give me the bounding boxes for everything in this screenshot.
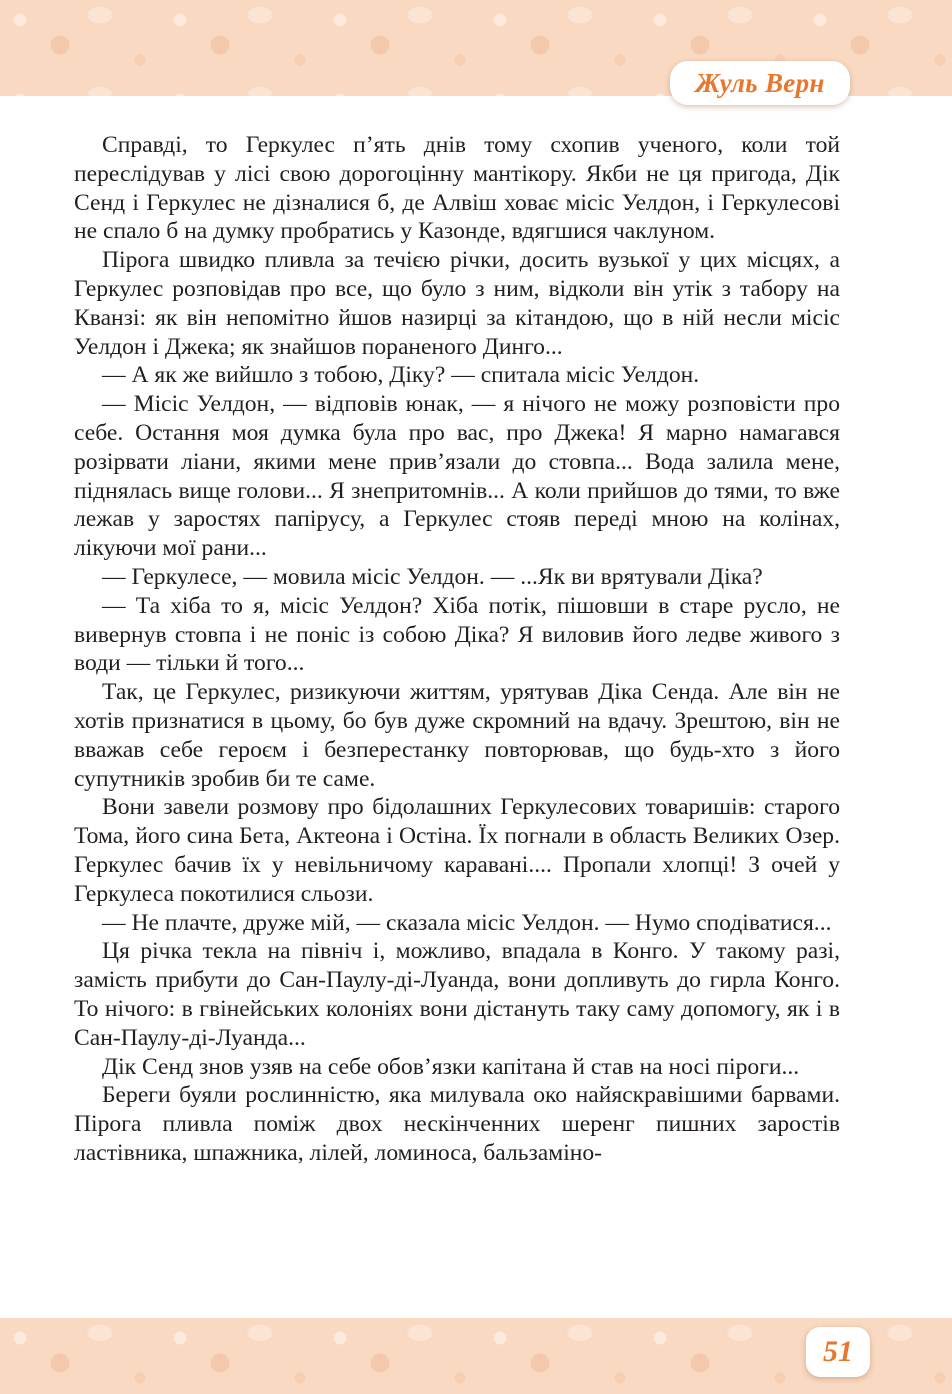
author-name: Жуль Верн xyxy=(695,67,825,98)
paragraph: Дік Сенд знов узяв на себе обов’язки капітана й став на носі піроги... xyxy=(102,1053,800,1080)
paragraph: Вони завели розмову про бідолашних Геркулесових товаришів: старого Тома, його сина Бета, Актеона і Остіна. Їх погнали в область Великих Озер. Геркулес бачив їх у невільничому каравані.... Пропали хлопці! З очей у Геркулеса покотилися сльози. xyxy=(74,794,840,907)
paragraph: Так, це Геркулес, ризикуючи життям, урятував Діка Сенда. Але він не хотів признатися в цьому, бо був дуже скромний на вдачу. Зрештою, він не вважав себе героєм і безперестанку повторював, що будь-хто з його супутників зробив би те саме. xyxy=(74,679,840,792)
paragraph: Ця річка текла на північ і, можливо, впадала в Конго. У такому разі, замість прибути до Сан-Паулу-ді-Луанда, вони допливуть до гирла Конго. То нічого: в гвінейських колоніях вони дістануть таку саму допомогу, як і в Сан-Паулу-ді-Луанда... xyxy=(74,938,840,1051)
dialogue-line: — Геркулесе, — мовила місіс Уелдон. — ...Як ви врятували Діка? xyxy=(102,563,763,590)
body-text xyxy=(74,131,840,1168)
dialogue-line: — Місіс Уелдон, — відповів юнак, — я нічого не можу розповісти про себе. Остання моя думка була про вас, про Джека! Я марно намагався розірвати ліани, якими мене прив’язали до стовпа... Вода залила мене, піднялась вище голови... Я знепритомнів... А коли прийшов до тями, то вже лежав у заростях папірусу, а Геркулес стояв переді мною на колінах, лікуючи мої рани... xyxy=(74,391,840,562)
dialogue-line: — Та хіба то я, місіс Уелдон? Хіба потік, пішовши в старе русло, не вивернув стовпа і не поніс із собою Діка? Я виловив його ледве живого з води — тільки й того... xyxy=(74,592,840,677)
paragraph: Пірога швидко пливла за течією річки, досить вузької у цих місцях, а Геркулес розповідав про все, що було з ним, відколи він утік з табору на Кванзі: як він непомітно йшов назирці за кітандою, що в ній несли місіс Уелдон і Джека; як знайшов пораненого Динго... xyxy=(74,247,840,360)
paragraph: Справді, то Геркулес п’ять днів тому схопив ученого, коли той переслідував у лісі свою дорогоцінну мантікору. Якби не ця пригода, Дік Сенд і Геркулес не дізналися б, де Алвіш ховає місіс Уелдон, і Геркулесові не спало б на думку пробратись у Казонде, вдягшися чаклуном. xyxy=(74,132,840,245)
dialogue-line: — Не плачте, друже мій, — сказала місіс Уелдон. — Нумо сподіватися... xyxy=(102,909,832,936)
dialogue-line: — А як же вийшло з тобою, Діку? — спитала місіс Уелдон. xyxy=(102,362,700,389)
page-number: 51 xyxy=(823,1335,853,1368)
page-number-badge xyxy=(806,1327,870,1377)
running-header-author xyxy=(670,61,850,105)
paragraph: Береги буяли рослинністю, яка милувала око найяскравішими барвами. Пірога пливла поміж двох нескінченних шеренг пишних заростів ластівника, шпажника, лілей, ломиноса, бальзаміно- xyxy=(74,1082,840,1166)
